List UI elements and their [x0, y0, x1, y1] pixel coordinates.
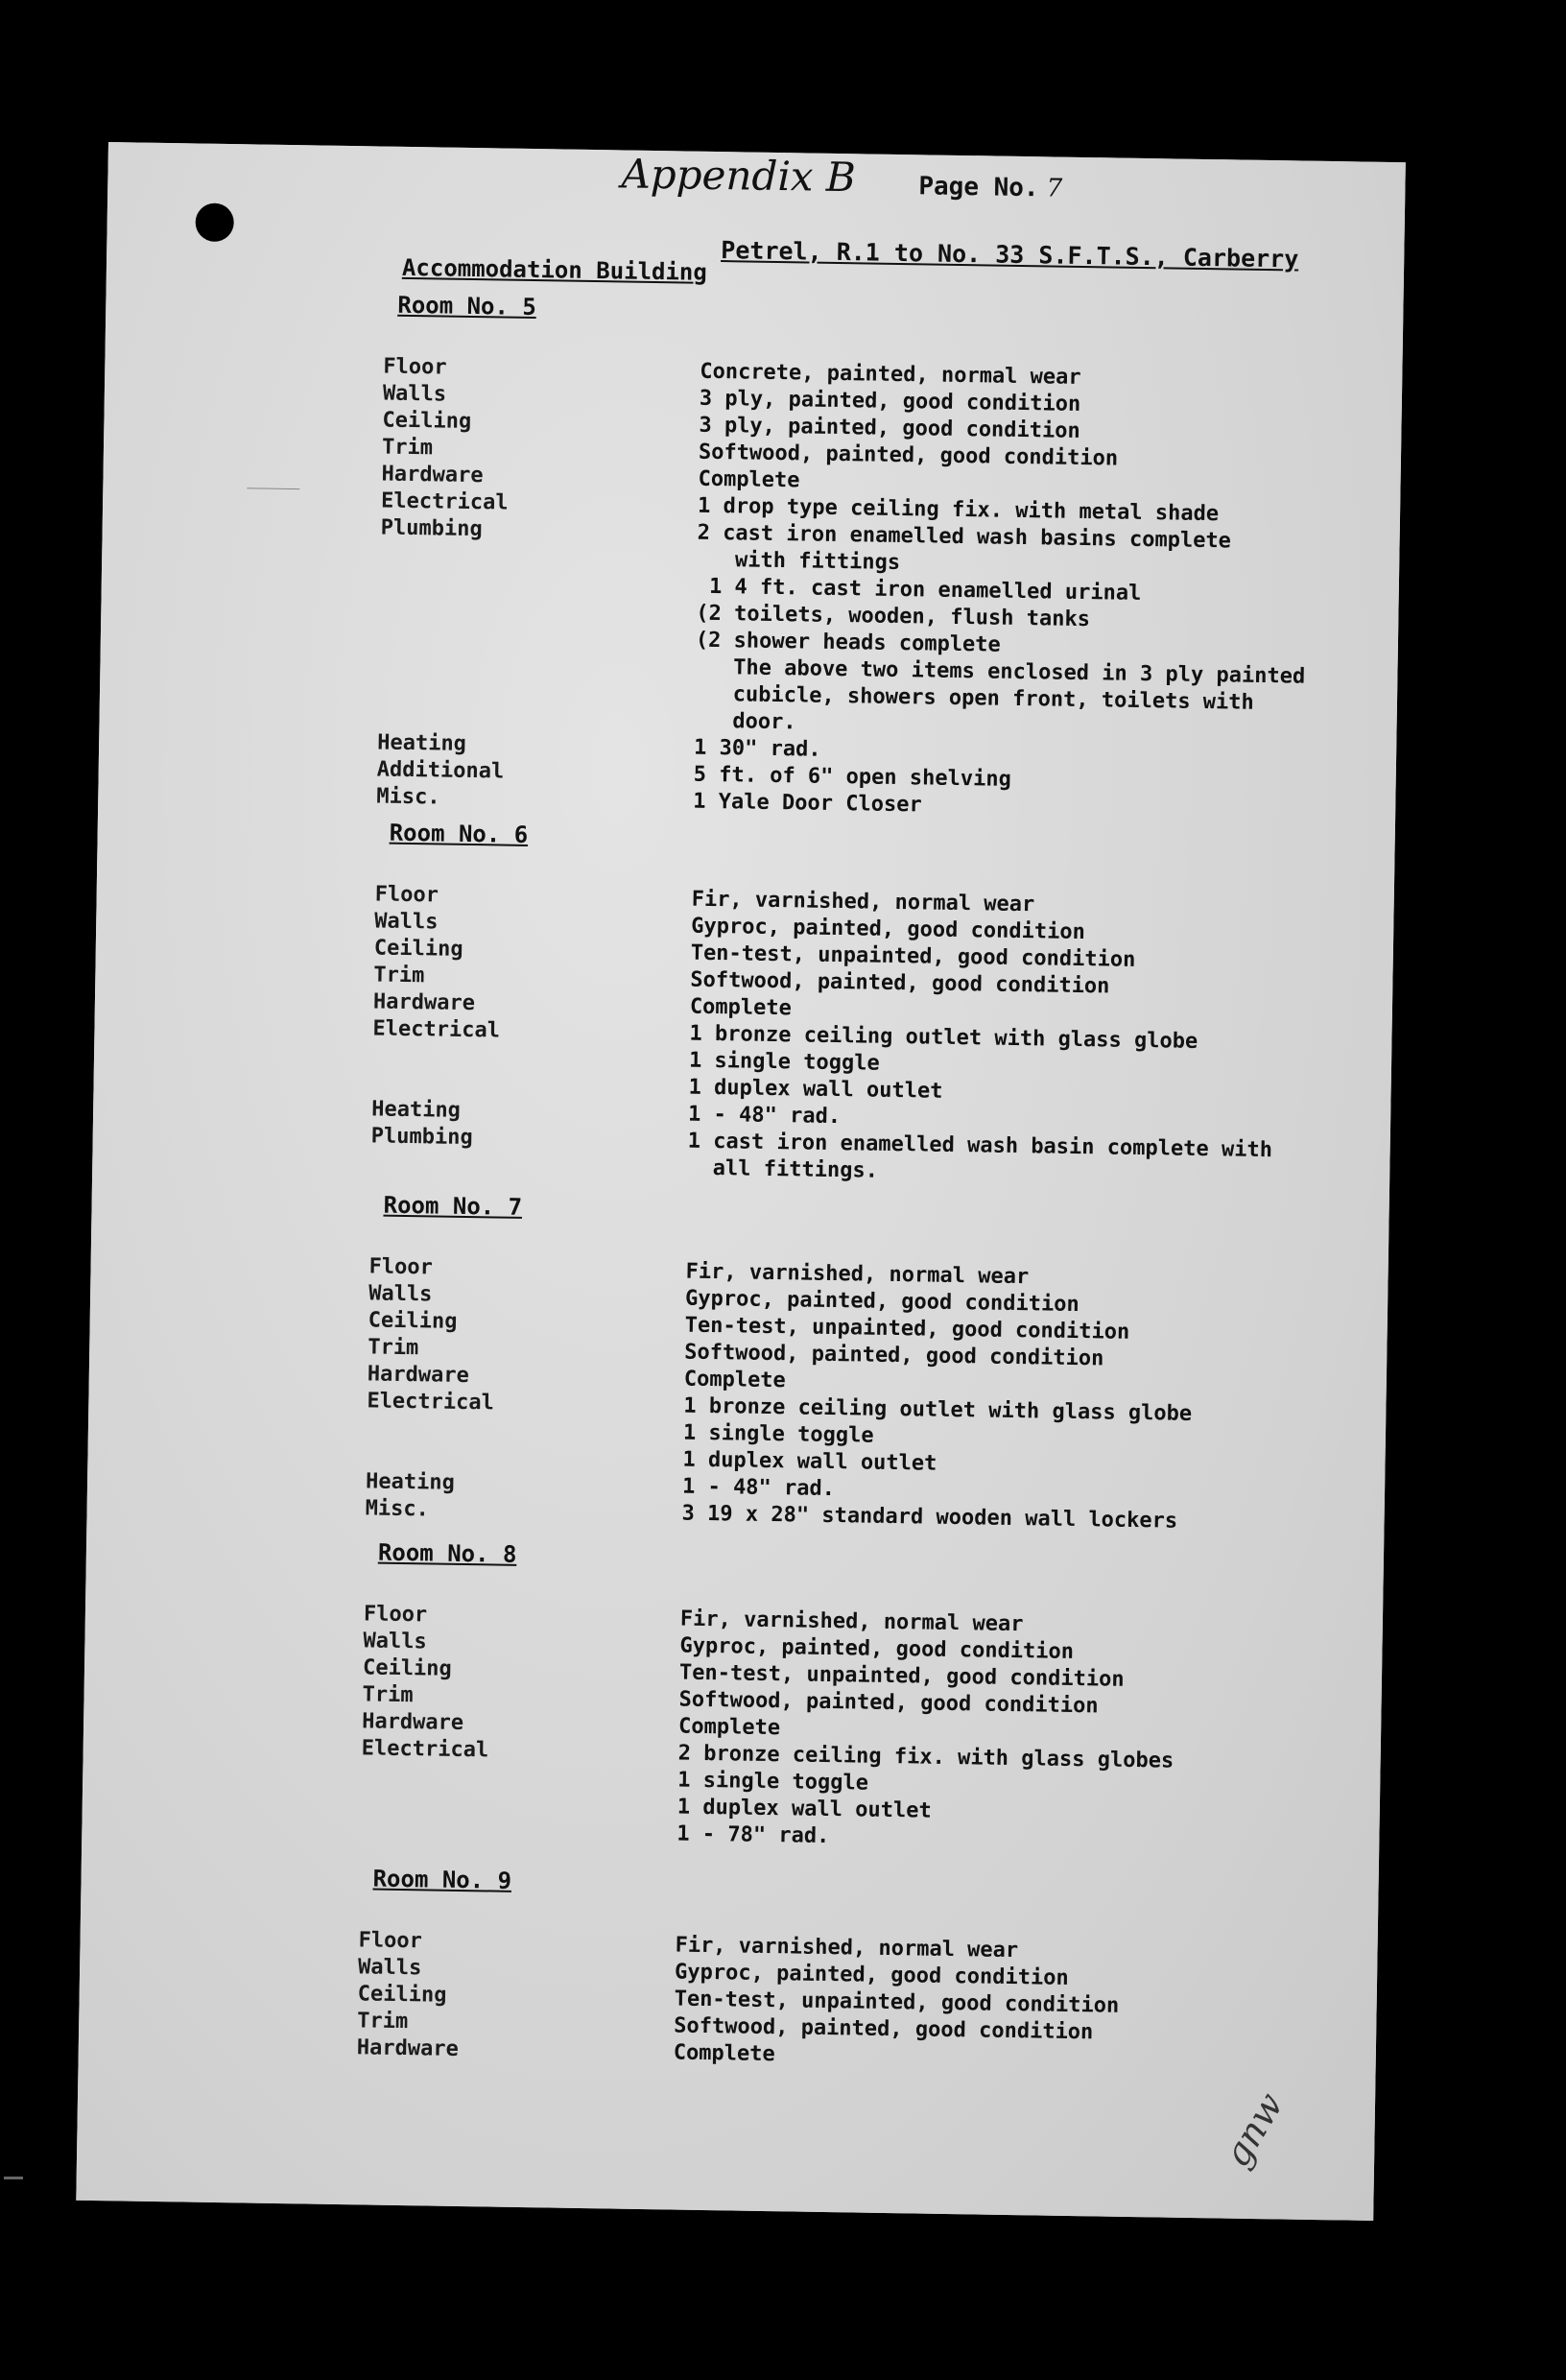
item-label: Heating: [377, 730, 467, 756]
item-value: Softwood, painted, good condition: [674, 2013, 1094, 2045]
item-value: 1 duplex wall outlet: [682, 1447, 937, 1476]
item-value: 1 - 78" rad.: [676, 1821, 830, 1849]
room-rows: [360, 1601, 1381, 1859]
item-label: [360, 1816, 676, 1847]
item-label: Floor: [368, 1254, 434, 1280]
item-value: with fittings: [697, 547, 901, 576]
item-value: Complete: [698, 466, 800, 493]
item-value: all fittings.: [687, 1155, 879, 1183]
item-value: Softwood, painted, good condition: [684, 1340, 1104, 1371]
room-heading: Room No. 6: [389, 819, 529, 848]
item-value: Ten-test, unpainted, good condition: [684, 1313, 1130, 1345]
item-label: Ceiling: [362, 1655, 452, 1681]
appendix-annotation: Appendix B: [621, 150, 857, 202]
item-value: Softwood, painted, good condition: [678, 1687, 1099, 1719]
item-value: Softwood, painted, good condition: [690, 967, 1110, 999]
item-label: Ceiling: [373, 936, 463, 962]
item-value: Fir, varnished, normal wear: [679, 1606, 1024, 1637]
item-label: Ceiling: [368, 1308, 458, 1334]
item-value: 3 19 x 28" standard wooden wall lockers: [681, 1501, 1178, 1534]
item-label: Hardware: [381, 462, 484, 488]
item-value: 1 - 48" rad.: [687, 1102, 842, 1130]
item-value: 1 duplex wall outlet: [676, 1795, 932, 1823]
item-value: Complete: [673, 2040, 775, 2067]
item-value: cubicle, showers open front, toilets with: [694, 681, 1254, 715]
item-value: Fir, varnished, normal wear: [691, 887, 1035, 917]
document-reference: Petrel, R.1 to No. 33 S.F.T.S., Carberry: [721, 236, 1299, 274]
document-page: [76, 142, 1406, 2221]
item-value: (2 shower heads complete: [695, 628, 1001, 657]
item-label: Trim: [357, 2009, 409, 2035]
item-label: Floor: [383, 354, 447, 380]
room-heading: Room No. 8: [377, 1538, 517, 1568]
item-value: Gyproc, painted, good condition: [691, 914, 1085, 945]
item-value: Softwood, painted, good condition: [698, 440, 1119, 471]
item-label: Heating: [371, 1097, 462, 1123]
item-value: 2 bronze ceiling fix. with glass globes: [677, 1741, 1174, 1773]
handwritten-initials: gnw: [1215, 2084, 1293, 2175]
page-number: [918, 172, 1062, 202]
item-label: Walls: [382, 381, 447, 407]
item-label: Hardware: [356, 2035, 459, 2061]
room-rows: [370, 881, 1392, 1193]
item-value: 1 cast iron enamelled wash basin complete with: [687, 1129, 1273, 1163]
item-label: Trim: [373, 963, 425, 988]
item-label: Misc.: [376, 784, 440, 810]
item-label: Walls: [363, 1629, 427, 1654]
room-heading: Room No. 7: [383, 1191, 523, 1221]
item-value: 1 single toggle: [677, 1768, 869, 1796]
room-rows: [365, 1253, 1386, 1538]
item-value: Complete: [683, 1367, 786, 1393]
scan-edge-mark: [4, 2177, 23, 2179]
room-section-6: [370, 818, 1393, 1193]
building-title: Accommodation Building: [401, 253, 708, 286]
page-number-value: 7: [1046, 174, 1063, 203]
item-value: door.: [694, 708, 796, 735]
margin-mark: [247, 488, 299, 489]
room-section-5: [376, 291, 1401, 827]
item-value: Gyproc, painted, good condition: [674, 1960, 1069, 1990]
item-value: 1 single toggle: [688, 1048, 880, 1076]
item-value: 1 single toggle: [682, 1420, 874, 1448]
item-label: Electrical: [361, 1736, 489, 1763]
item-label: Floor: [374, 882, 439, 908]
item-label: Plumbing: [380, 515, 483, 542]
item-value: 1 Yale Door Closer: [693, 789, 922, 818]
item-label: Ceiling: [382, 408, 472, 434]
item-value: 1 duplex wall outlet: [688, 1075, 943, 1104]
item-value: 1 30" rad.: [693, 735, 821, 762]
item-label: Electrical: [380, 488, 509, 515]
item-label: Trim: [362, 1682, 414, 1708]
item-label: Hardware: [372, 989, 476, 1016]
item-value: 3 ply, painted, good condition: [699, 413, 1080, 443]
item-label: Hardware: [361, 1709, 464, 1736]
room-heading: Room No. 9: [372, 1865, 512, 1894]
item-value: Gyproc, painted, good condition: [679, 1633, 1075, 1664]
item-label: Additional: [376, 757, 505, 784]
item-value: Fir, varnished, normal wear: [675, 1933, 1019, 1964]
item-label: Heating: [365, 1469, 456, 1495]
item-label: Electrical: [372, 1016, 501, 1043]
item-value: 2 cast iron enamelled wash basins complete: [697, 520, 1232, 554]
room-section-8: [360, 1537, 1382, 1859]
item-value: 3 ply, painted, good condition: [699, 386, 1081, 416]
item-label: Misc.: [365, 1496, 430, 1522]
item-label: Plumbing: [370, 1124, 473, 1151]
item-value: 5 ft. of 6" open shelving: [693, 762, 1012, 792]
room-section-9: [357, 1864, 1377, 2078]
item-value: Fir, varnished, normal wear: [685, 1259, 1030, 1290]
item-label: Floor: [363, 1602, 428, 1628]
item-value: (2 toilets, wooden, flush tanks: [696, 601, 1091, 632]
item-value: 1 drop type ceiling fix. with metal shade: [697, 493, 1220, 527]
room-section-7: [365, 1190, 1387, 1538]
item-label: Walls: [374, 909, 439, 935]
item-label: Trim: [381, 435, 434, 461]
page-number-label: Page No.: [918, 172, 1039, 203]
item-label: Trim: [368, 1335, 419, 1361]
item-label: Hardware: [367, 1362, 470, 1389]
item-label: Electrical: [367, 1389, 495, 1416]
item-value: Complete: [677, 1714, 781, 1741]
item-value: 1 - 48" rad.: [681, 1474, 836, 1502]
room-rows: [376, 354, 1400, 827]
item-value: Gyproc, painted, good condition: [684, 1286, 1080, 1318]
item-label: Floor: [358, 1928, 423, 1954]
item-label: [370, 1150, 687, 1181]
item-value: Ten-test, unpainted, good condition: [690, 940, 1136, 972]
room-heading: Room No. 5: [397, 291, 537, 321]
item-value: Complete: [689, 994, 793, 1021]
item-label: Walls: [357, 1955, 422, 1981]
item-value: Concrete, painted, normal wear: [700, 359, 1081, 390]
item-value: 1 bronze ceiling outlet with glass globe: [689, 1021, 1198, 1054]
room-rows: [357, 1927, 1376, 2078]
punch-hole: [195, 202, 234, 242]
item-value: 1 4 ft. cast iron enamelled urinal: [696, 574, 1142, 606]
item-value: Ten-test, unpainted, good condition: [678, 1660, 1125, 1692]
item-value: The above two items enclosed in 3 ply painted: [695, 654, 1306, 689]
item-label: Ceiling: [357, 1982, 447, 2008]
item-value: 1 bronze ceiling outlet with glass globe: [683, 1393, 1193, 1426]
item-label: Walls: [368, 1281, 433, 1307]
item-value: Ten-test, unpainted, good condition: [674, 1987, 1120, 2018]
